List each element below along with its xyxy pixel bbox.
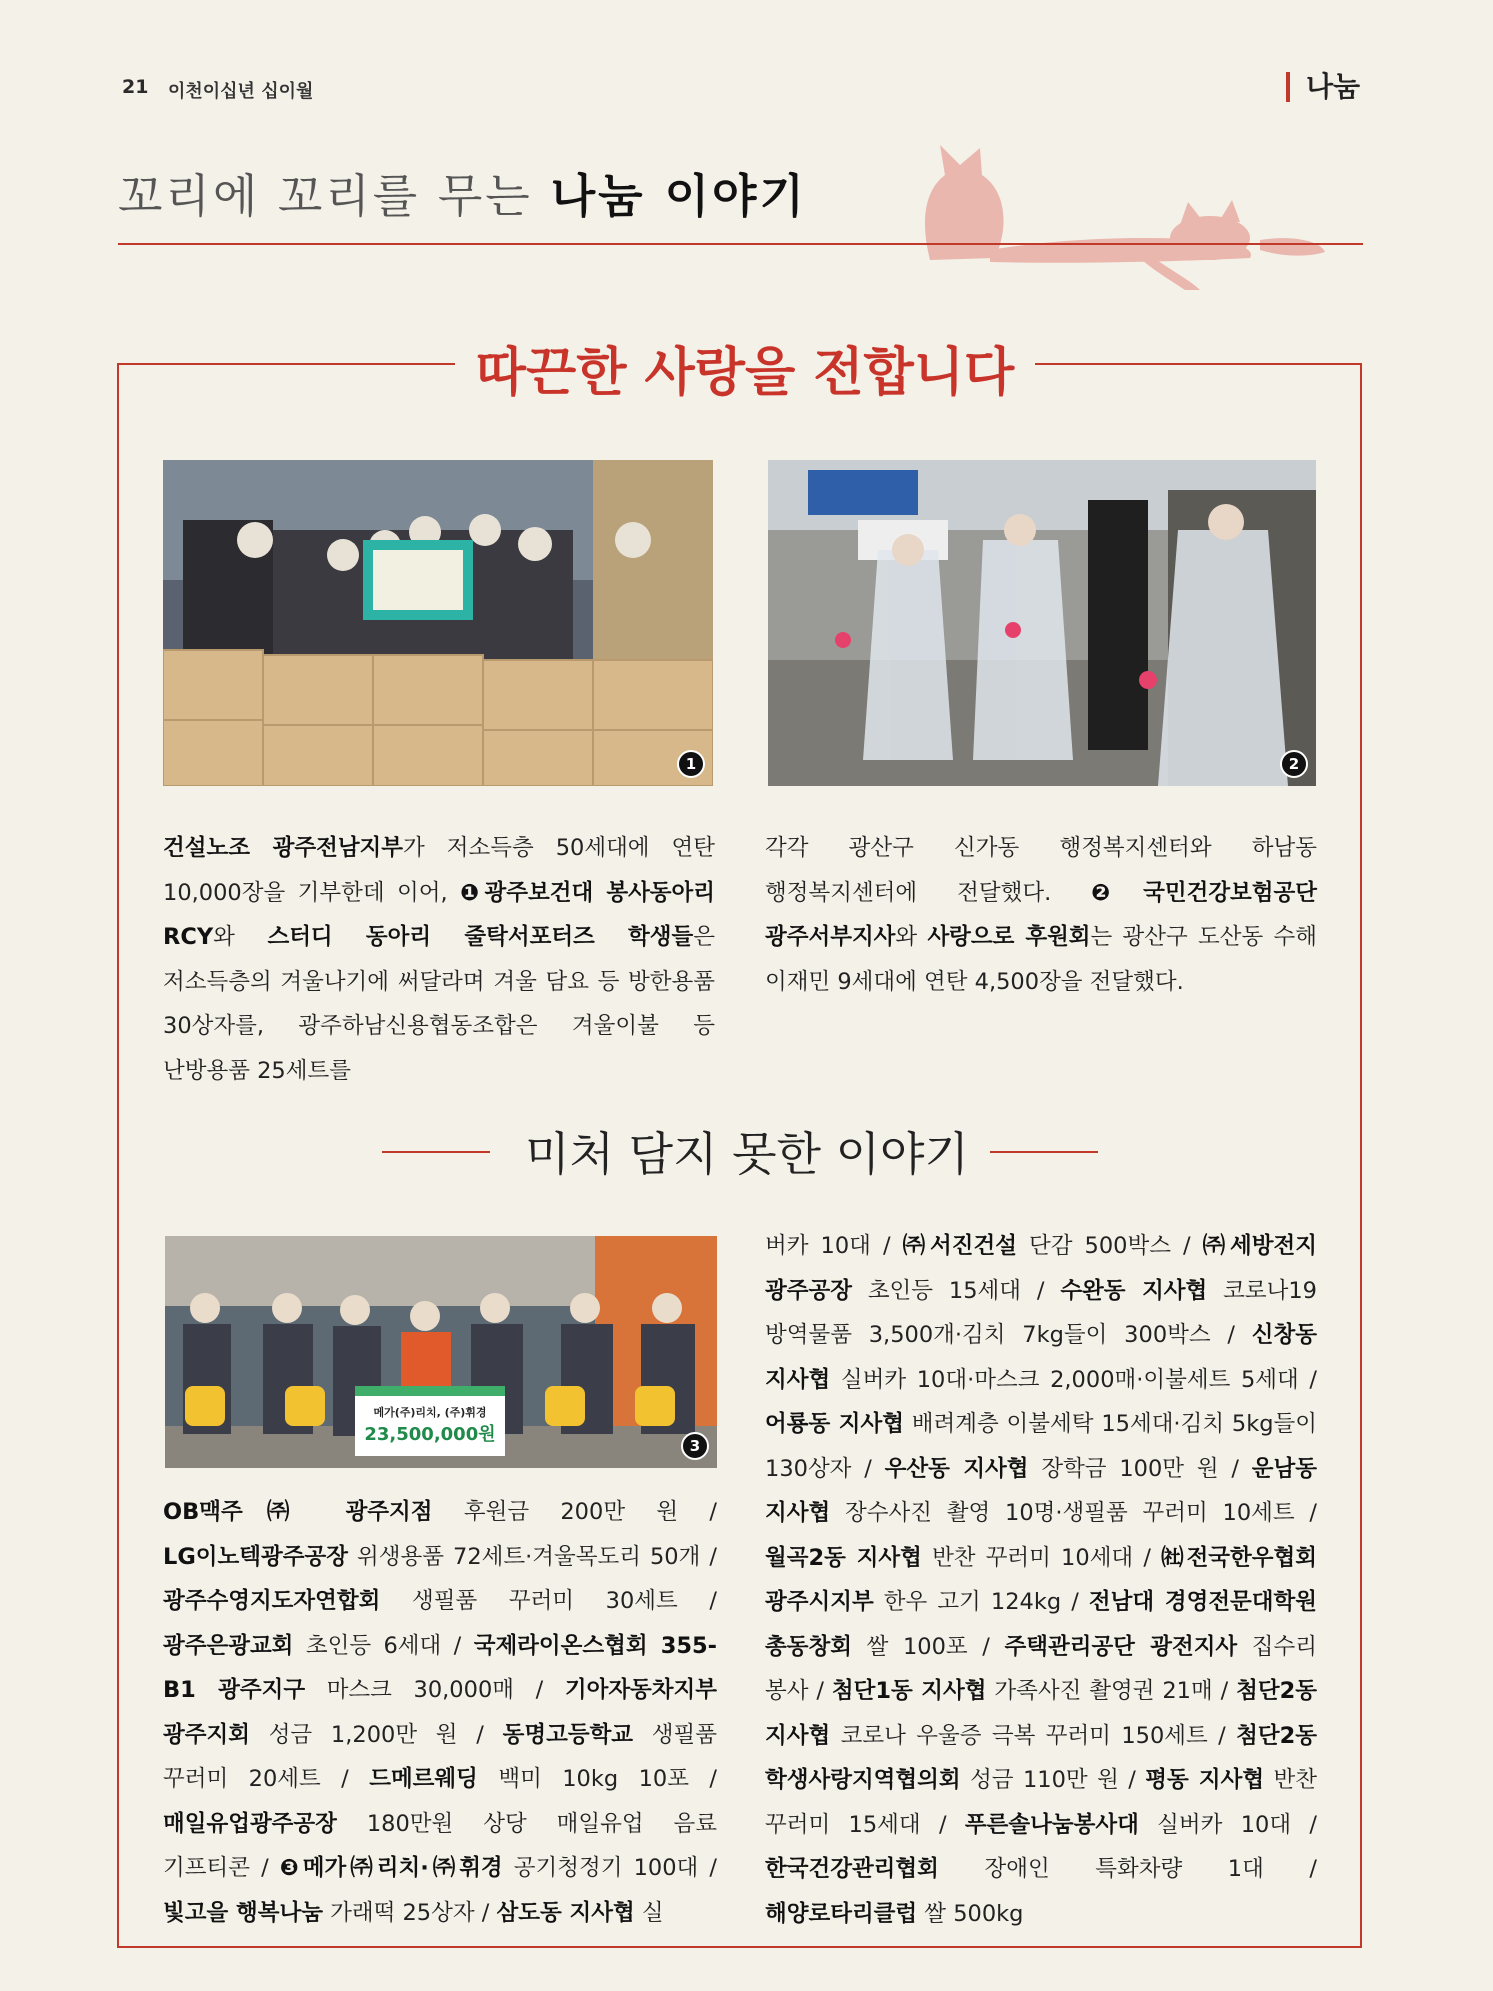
page-title-bold: 나눔 이야기: [550, 169, 807, 223]
body-run: 실: [634, 1899, 664, 1926]
photo-1-badge: 1: [677, 750, 705, 778]
org-name: 건설노조 광주전남지부: [163, 835, 404, 861]
photo-3-banner-org: 메가(주)리치, (주)휘경: [373, 1406, 487, 1419]
body-run: 각각 광산구 신가동 행정복지센터와 하남동 행정복지센터에 전달했다.: [765, 835, 1317, 906]
body-run: 생필품 꾸러미 30세트 /: [380, 1588, 717, 1614]
section-tag: 나눔: [1286, 72, 1360, 102]
stories-title: 미처 담지 못한 이야기: [525, 1127, 969, 1181]
photo-1: [163, 460, 713, 786]
org-name: LG이노텍광주공장: [163, 1543, 348, 1570]
body-run: 쌀 100포 /: [851, 1633, 1005, 1660]
page-title-light: 꼬리에 꼬리를 무는: [118, 169, 533, 223]
org-name: 사랑으로 후원회: [927, 924, 1091, 950]
org-name: ❷국민건강보험공단 광주서부지사: [765, 879, 1317, 950]
body-run: 성금 110만 원 /: [960, 1767, 1146, 1793]
issue-date: 이천이십년 십이월: [168, 81, 314, 102]
org-name: OB맥주㈜ 광주지점: [163, 1499, 433, 1525]
org-name: ㈜서진건설: [902, 1233, 1017, 1259]
org-name: 드메르웨딩: [369, 1766, 478, 1792]
org-name: 첨단1동 지사협: [831, 1678, 987, 1704]
stories-right-text: [765, 1224, 1317, 1936]
body-run: 180만원 상당 매일유업 음료 기프티콘 /: [163, 1810, 717, 1881]
body-run: 초인등 15세대 /: [851, 1277, 1061, 1304]
org-name: 스터디 동아리 줄탁서포터즈 학생들: [267, 924, 694, 950]
body-run: 성금 1,200만 원 /: [249, 1721, 503, 1748]
body-run: 은 저소득층의 겨울나기에 써달라며 겨울 담요 등 방한용품 30상자를, 광주하남신용협동조합은 겨울이불 등 난방용품 25세트를: [163, 924, 715, 1084]
org-name: 첨단2동 학생사랑지역협의회: [765, 1722, 1317, 1793]
cat-illustration: [910, 140, 1330, 290]
org-name: 삼도동 지사협: [496, 1899, 635, 1926]
body-run: 가 저소득층 50세대에 연탄 10,000장을 기부한데 이어,: [163, 835, 715, 906]
org-name: 푸른솔나눔봉사대: [964, 1811, 1139, 1838]
body-run: 쌀 500kg: [917, 1900, 1024, 1927]
org-name: 신창동 지사협: [765, 1322, 1317, 1393]
org-name: 어룡동 지사협: [765, 1411, 904, 1437]
org-name: 전남대 경영전문대학원 총동창회: [765, 1589, 1317, 1660]
body-run: 반찬 꾸러미 10세대 /: [921, 1544, 1162, 1571]
org-name: ㈳전국한우협회 광주시지부: [765, 1544, 1317, 1615]
body-run: 마스크 30,000매 /: [305, 1677, 565, 1703]
body-run: 위생용품 72세트·겨울목도리 50개 /: [347, 1543, 717, 1570]
photo-3-banner-amount: 23,500,000원: [364, 1424, 496, 1445]
org-name: ㈜세방전지 광주공장: [765, 1233, 1318, 1304]
body-run: 장학금 100만 원 /: [1028, 1455, 1252, 1482]
header-divider: [118, 243, 1363, 245]
body-run: 장애인 특화차량 1대 /: [938, 1856, 1317, 1882]
body-run: 실버카 10대·마스크 2,000매·이불세트 5세대 /: [830, 1366, 1317, 1393]
photo-2-badge: 2: [1280, 750, 1308, 778]
photo-3: [165, 1236, 717, 1468]
body-run: 와: [213, 924, 268, 950]
body-run: 실버카 10대 /: [1138, 1811, 1317, 1838]
org-name: 빛고을 행복나눔: [163, 1899, 323, 1926]
org-name: ❸메가㈜리치·㈜휘경: [279, 1855, 503, 1881]
page-number: 21: [122, 76, 149, 98]
org-name: 운남동 지사협: [765, 1455, 1317, 1526]
body-run: 는 광산구 도산동 수해 이재민 9세대에 연탄 4,500장을 전달했다.: [765, 924, 1317, 995]
org-name: 우산동 지사협: [884, 1455, 1029, 1482]
org-name: 광주은광교회: [163, 1632, 294, 1659]
body-run: 버카 10대 /: [765, 1233, 903, 1259]
org-name: 월곡2동 지사협: [765, 1544, 922, 1571]
page-title: [118, 160, 807, 226]
body-run: 공기청정기 100대 /: [502, 1855, 717, 1881]
body-run: 반찬 꾸러미 15세대 /: [765, 1767, 1317, 1838]
body-run: 백미 10kg 10포 /: [477, 1766, 718, 1792]
org-name: 매일유업광주공장: [163, 1810, 337, 1837]
body-run: 코로나 우울증 극복 꾸러미 150세트 /: [830, 1722, 1237, 1749]
body-run: 단감 500박스 /: [1016, 1233, 1203, 1259]
org-name: 첨단2동 지사협: [765, 1678, 1317, 1749]
org-name: 해양로타리클럽: [765, 1900, 918, 1927]
org-name: 평동 지사협: [1145, 1767, 1265, 1793]
body-run: 후원금 200만 원 /: [432, 1499, 718, 1525]
body-run: 장수사진 촬영 10명·생필품 꾸러미 10세트 /: [830, 1500, 1317, 1526]
org-name: 광주수영지도자연합회: [163, 1588, 381, 1614]
body-run: 가족사진 촬영권 21매 /: [986, 1678, 1237, 1704]
subtitle-line-right: [990, 1151, 1098, 1153]
body-run: 코로나19 방역물품 3,500개·김치 7kg들이 300박스 /: [765, 1277, 1317, 1348]
feature-right-text: [765, 826, 1317, 1004]
org-name: 동명고등학교: [502, 1721, 634, 1748]
body-run: 한우 고기 124kg /: [873, 1589, 1089, 1615]
photo-2: [768, 460, 1316, 786]
org-name: 기아자동차지부 광주지회: [163, 1677, 717, 1748]
feature-left-text: [163, 826, 715, 1093]
org-name: 주택관리공단 광전지사: [1004, 1633, 1238, 1660]
org-name: 한국건강관리협회: [765, 1856, 939, 1882]
feature-title: 따끈한 사랑을 전합니다: [475, 343, 1015, 403]
body-run: 가래떡 25상자 /: [322, 1899, 497, 1926]
stories-left-text: [163, 1490, 717, 1935]
org-name: 국제라이온스협회 355-B1 광주지구: [163, 1632, 717, 1703]
body-run: 배려계층 이불세탁 15세대·김치 5kg들이 130상자 /: [765, 1411, 1317, 1482]
org-name: 수완동 지사협: [1060, 1277, 1208, 1304]
photo-3-badge: 3: [681, 1432, 709, 1460]
org-name: ❶광주보건대 봉사동아리 RCY: [163, 879, 716, 950]
body-run: 집수리 봉사 /: [765, 1633, 1318, 1704]
body-run: 초인등 6세대 /: [293, 1632, 474, 1659]
body-run: 생필품 꾸러미 20세트 /: [163, 1721, 717, 1792]
body-run: 와: [895, 924, 928, 950]
